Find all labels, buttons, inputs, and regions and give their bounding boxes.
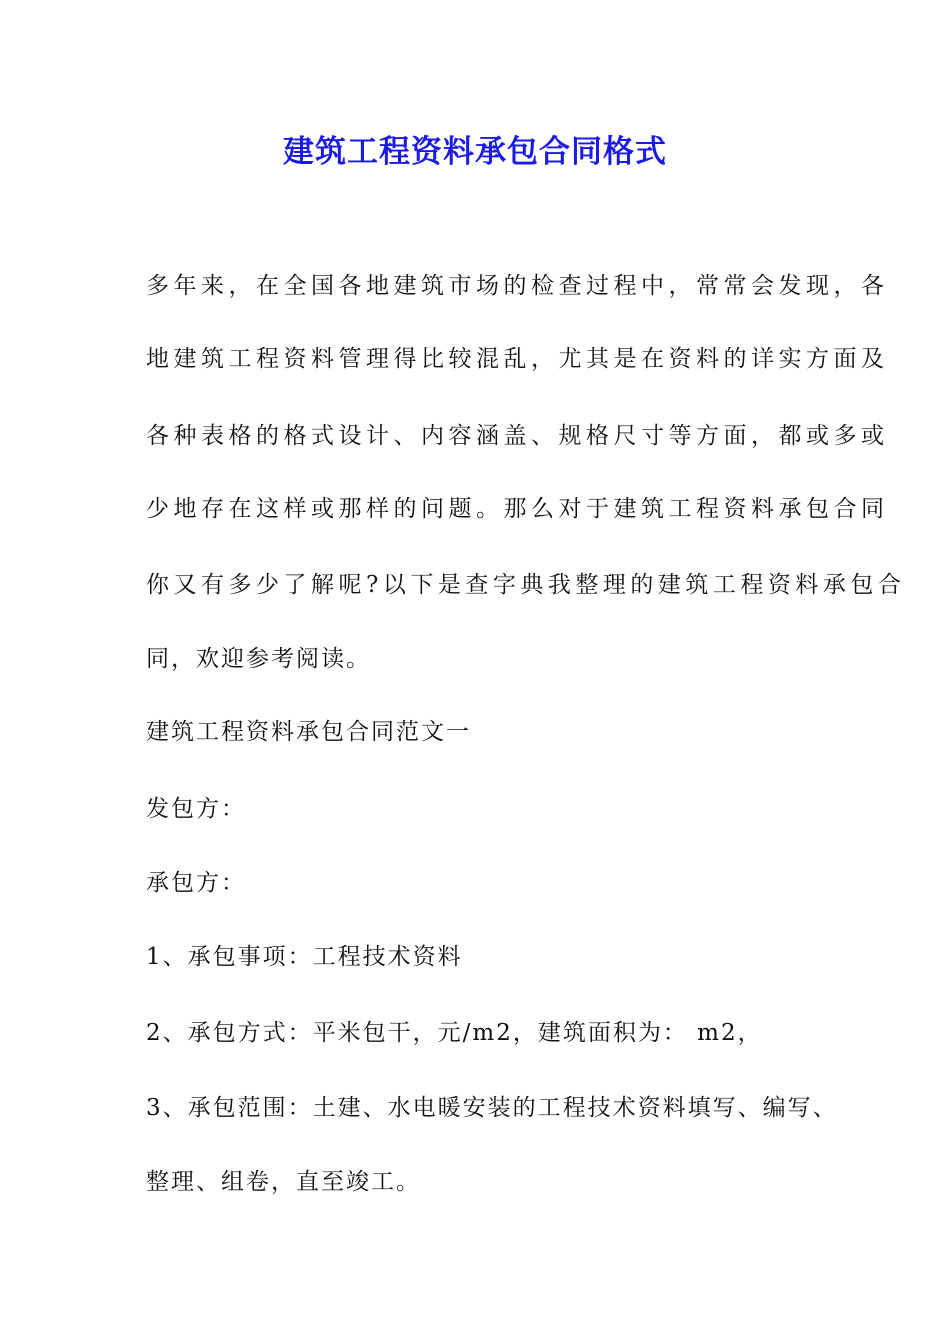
clause-2: 2、承包方式：平米包干，元/m2，建筑面积为： m2， <box>146 1020 763 1046</box>
sample-heading: 建筑工程资料承包合同范文一 <box>146 719 471 745</box>
intro-line-2: 地建筑工程资料管理得比较混乱，尤其是在资料的详实方面及 <box>146 346 889 372</box>
intro-line-1: 多年来，在全国各地建筑市场的检查过程中，常常会发现，各 <box>146 273 889 299</box>
intro-line-5: 你又有多少了解呢?以下是查字典我整理的建筑工程资料承包合 <box>146 572 906 598</box>
party-a-label: 发包方： <box>146 796 246 822</box>
intro-line-6: 同，欢迎参考阅读。 <box>146 646 371 672</box>
clause-1: 1、承包事项：工程技术资料 <box>146 944 463 970</box>
intro-line-3: 各种表格的格式设计、内容涵盖、规格尺寸等方面，都或多或 <box>146 423 889 449</box>
intro-line-4: 少地存在这样或那样的问题。那么对于建筑工程资料承包合同 <box>146 496 889 522</box>
party-b-label: 承包方： <box>146 870 246 896</box>
document-title: 建筑工程资料承包合同格式 <box>283 134 667 170</box>
clause-3-continued: 整理、组卷，直至竣工。 <box>146 1169 421 1195</box>
clause-3: 3、承包范围：土建、水电暖安装的工程技术资料填写、编写、 <box>146 1095 838 1121</box>
